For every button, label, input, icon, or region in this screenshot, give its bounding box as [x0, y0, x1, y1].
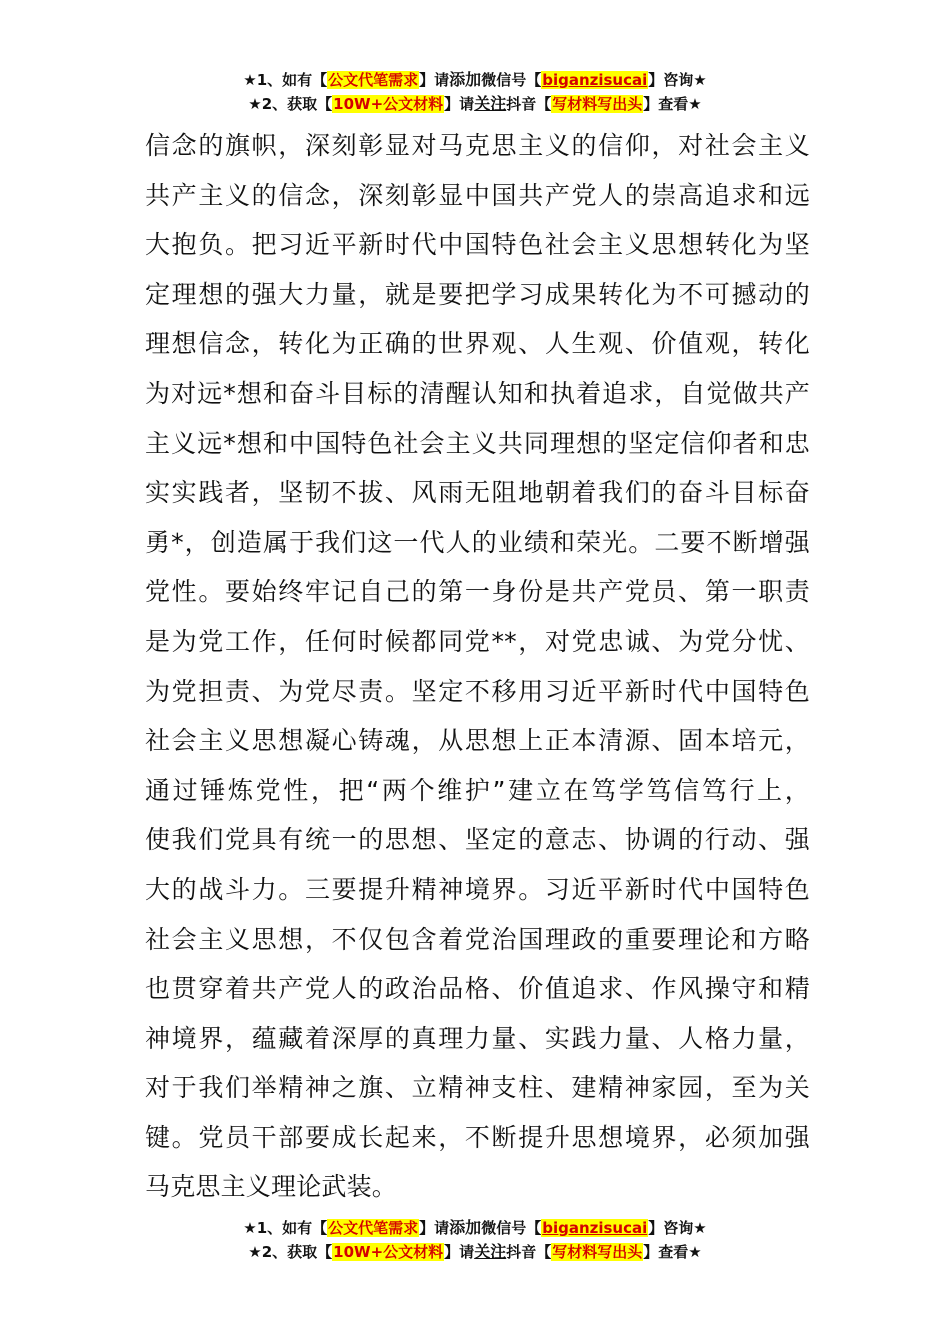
notice-text: 微信号【 [481, 1219, 542, 1237]
body-line: 实实践者，坚韧不拔、风雨无阻地朝着我们的奋斗目标奋 [145, 478, 810, 508]
body-line: 信念的旗帜，深刻彰显对马克思主义的信仰，对社会主义 [145, 131, 810, 160]
body-line: 社会主义思想凝心铸魂，从思想上正本清源、固本培元， [145, 726, 810, 756]
notice-text-emphasis: 关注 [474, 94, 507, 113]
highlight-douyin-account: 写材料写出头 [552, 1243, 643, 1261]
notice-line-1 [0, 68, 950, 92]
notice-text: 】咨询 [648, 71, 694, 89]
body-line: 对于我们举精神之旗、立精神支柱、建精神家园，至为关 [145, 1073, 810, 1103]
highlight-douyin-account: 写材料写出头 [552, 95, 643, 113]
highlight-wechat-id: biganzisucai [542, 71, 648, 89]
notice-text-emphasis: 添加 [449, 70, 482, 89]
body-line: 为党担责、为党尽责。坚定不移用习近平新时代中国特色 [145, 676, 810, 706]
body-line: 为对远*想和奋斗目标的清醒认知和执着追求，自觉做共产 [145, 378, 810, 408]
notice-text: 】咨询 [648, 1219, 694, 1237]
highlight-materials: 10W+公文材料 [333, 1243, 444, 1261]
body-line: 大的战斗力。三要提升精神境界。习近平新时代中国特色 [145, 874, 810, 904]
notice-text-emphasis: 关注 [474, 1242, 507, 1261]
body-line: 是为党工作，任何时候都同党**，对党忠诚、为党分忧、 [145, 626, 810, 656]
highlight-wechat-id: biganzisucai [542, 1219, 648, 1237]
notice-line-2 [0, 1240, 950, 1264]
body-line: 党性。要始终牢记自己的第一身份是共产党员、第一职责 [145, 577, 810, 607]
notice-line-1 [0, 1216, 950, 1240]
notice-text: 】查看 [643, 95, 689, 113]
notice-text: 2、获取【 [261, 1243, 333, 1261]
notice-text: 抖音【 [506, 1243, 552, 1261]
document-body [145, 121, 810, 1212]
highlight-service: 公文代笔需求 [328, 71, 419, 89]
body-line: 通过锤炼党性，把“两个维护”建立在笃学笃信笃行上， [145, 775, 810, 805]
highlight-service: 公文代笔需求 [328, 1219, 419, 1237]
star-icon: ★ [693, 1219, 707, 1237]
notice-text: 微信号【 [481, 71, 542, 89]
notice-text: 】请 [419, 71, 450, 89]
header-notice [0, 68, 950, 116]
body-line: 大抱负。把习近平新时代中国特色社会主义思想转化为坚 [145, 230, 810, 260]
star-icon: ★ [243, 1219, 257, 1237]
footer-notice [0, 1216, 950, 1264]
body-line: 社会主义思想，不仅包含着党治国理政的重要理论和方略 [145, 924, 810, 954]
notice-text: 】请 [444, 1243, 475, 1261]
notice-text: 2、获取【 [261, 95, 333, 113]
star-icon: ★ [248, 1243, 262, 1261]
notice-text-emphasis: 添加 [449, 1218, 482, 1237]
body-line: 共产主义的信念，深刻彰显中国共产党人的崇高追求和远 [145, 180, 810, 210]
notice-text: 】查看 [643, 1243, 689, 1261]
notice-text: 】请 [444, 95, 475, 113]
notice-text: 1、如有【 [256, 1219, 328, 1237]
body-line: 使我们党具有统一的思想、坚定的意志、协调的行动、强 [145, 825, 810, 855]
body-line: 神境界，蕴藏着深厚的真理力量、实践力量、人格力量， [145, 1023, 810, 1053]
notice-text: 抖音【 [506, 95, 552, 113]
star-icon: ★ [248, 95, 262, 113]
body-line-last: 马克思主义理论武装。 [145, 1172, 398, 1202]
notice-line-2 [0, 92, 950, 116]
star-icon: ★ [688, 95, 702, 113]
notice-text: 1、如有【 [256, 71, 328, 89]
body-line: 理想信念，转化为正确的世界观、人生观、价值观，转化 [145, 329, 810, 359]
notice-text: 】请 [419, 1219, 450, 1237]
body-line: 定理想的强大力量，就是要把学习成果转化为不可撼动的 [145, 279, 810, 309]
star-icon: ★ [693, 71, 707, 89]
body-line: 勇*，创造属于我们这一代人的业绩和荣光。二要不断增强 [145, 527, 810, 557]
star-icon: ★ [243, 71, 257, 89]
star-icon: ★ [688, 1243, 702, 1261]
body-line: 主义远*想和中国特色社会主义共同理想的坚定信仰者和忠 [145, 428, 810, 458]
body-line: 也贯穿着共产党人的政治品格、价值追求、作风操守和精 [145, 974, 810, 1004]
highlight-materials: 10W+公文材料 [333, 95, 444, 113]
body-line: 键。党员干部要成长起来，不断提升思想境界，必须加强 [145, 1122, 810, 1152]
